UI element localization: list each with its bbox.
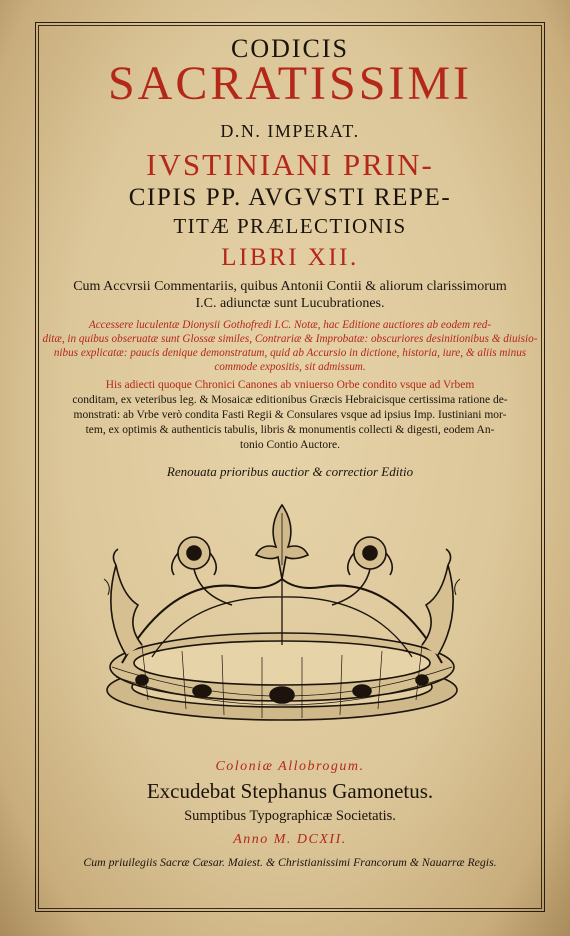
title-cipis: CIPIS PP. AVGVSTI REPE- xyxy=(128,184,452,211)
commentary-line-2: I.C. adiunctæ sunt Lucubrationes. xyxy=(195,296,385,311)
title-dn-imperat: D.N. IMPERAT. xyxy=(220,121,360,141)
title-codicis: CODICIS xyxy=(230,34,349,63)
accessere-line-3: nibus explicatæ: paucis denique demonstratum, quid ab Accursio in dictione, historia, iure, & aliis minus xyxy=(53,347,527,359)
adiecti-line-4: tem, ex optimis & authenticis tabulis, libris & monumentis collecti & digesti, eodem An- xyxy=(85,424,495,436)
edition-note: Renouata prioribus auctior & correctior Editio xyxy=(166,464,414,479)
imprint-place: Coloniæ Allobrogum. xyxy=(215,759,365,774)
imprint-printer: Excudebat Stephanus Gamonetus. xyxy=(146,779,434,803)
imprint-year: Anno M. DCXII. xyxy=(233,832,347,847)
imprint-sumptibus: Sumptibus Typographicæ Societatis. xyxy=(184,808,396,824)
adiecti-line-5: tonio Contio Auctore. xyxy=(240,439,340,451)
privilege-line: Cum priuilegiis Sacræ Cæsar. Maiest. & Christianissimi Francorum & Nauarræ Regis. xyxy=(83,855,497,869)
adiecti-line-2: conditam, ex veteribus leg. & Mosaicæ editionibus Græcis Hebraicisque certissima ratione de- xyxy=(72,394,508,406)
title-repetitae: TITÆ PRÆLECTIONIS xyxy=(173,214,407,238)
commentary-line-1: Cum Accvrsii Commentariis, quibus Antonii Contii & aliorum clarissimorum xyxy=(73,279,507,294)
title-sacratissimi: SACRATISSIMI xyxy=(107,57,473,110)
adiecti-line-3: monstrati: ab Vrbe verò condita Fasti Regii & Consulares vsque ad ipsius Imp. Iustiniani mor- xyxy=(73,409,507,421)
accessere-line-1: Accessere luculentæ Dionysii Gothofredi I.C. Notæ, hac Editione auctiores ab eodem red- xyxy=(88,319,492,331)
title-iustiniani: IVSTINIANI PRIN- xyxy=(146,147,434,182)
crown-woodcut-icon xyxy=(82,495,482,735)
title-libri: LIBRI XII. xyxy=(221,244,359,271)
adiecti-line-1: His adiecti quoque Chronici Canones ab vniuerso Orbe condito vsque ad Vrbem xyxy=(105,379,475,391)
accessere-line-2: ditæ, in quibus obseruatæ sunt Glossæ similes, Contrariæ & Improbatæ: obscuriores desinitionibus & diuisio- xyxy=(42,333,538,345)
accessere-line-4: commode expositis, sit admissum. xyxy=(214,361,366,373)
